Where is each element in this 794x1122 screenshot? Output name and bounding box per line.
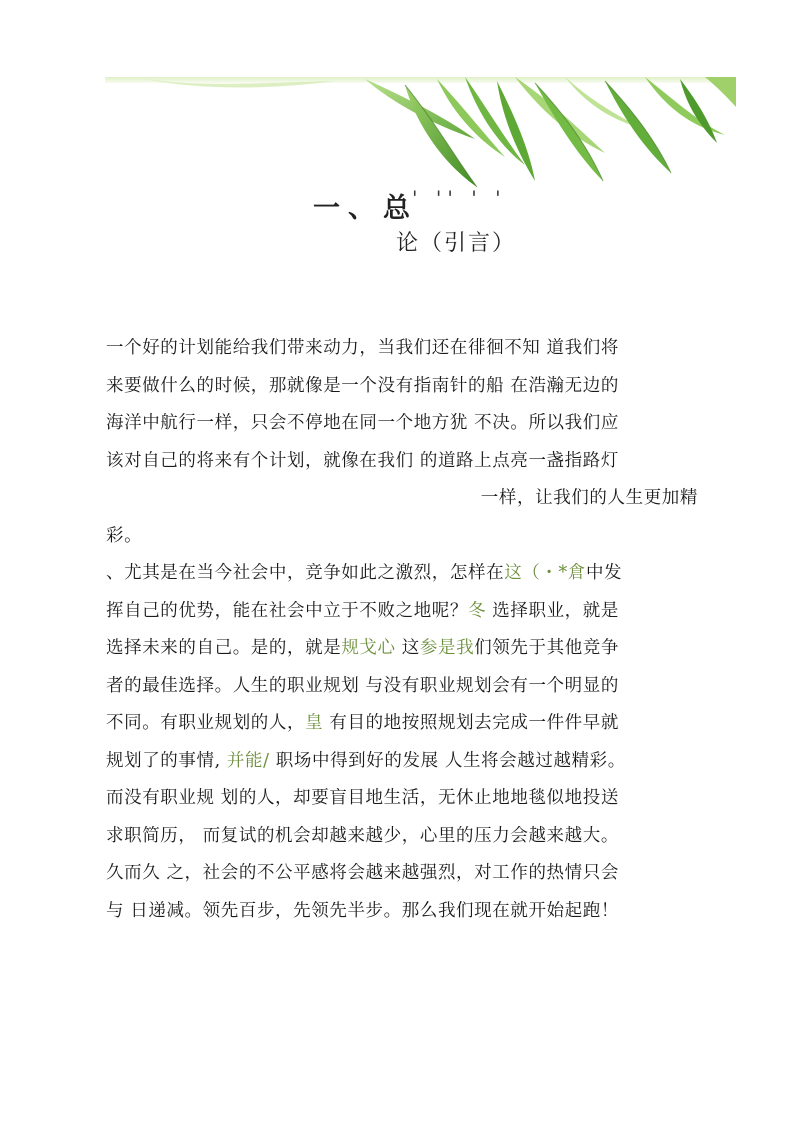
section-heading-part1: 一、总 [313, 193, 418, 224]
paragraph2-line: 与 日递减。领先百步，先领先半步。那么我们现在就开始起跑！ [106, 900, 619, 921]
paragraph2-text: 、尤其是在当今社会中，竞争如此之激烈，怎样在 [106, 563, 505, 583]
paragraph2-line [106, 705, 698, 743]
section-heading-faded: ' '' ' ' [412, 186, 507, 210]
bamboo-leaves-image [105, 77, 736, 202]
paragraph2-line [106, 555, 698, 593]
paragraph2-text: 职场中得到好的发展 人生将会越过越精彩。 [269, 750, 626, 771]
bamboo-leaf-banner [105, 77, 736, 202]
paragraph2-text: 这 [395, 638, 420, 658]
paragraph2-text: 中发 [585, 563, 623, 583]
paragraph2-line: 久而久 之，社会的不公平感将会越来越强烈，对工作的热情只会 [106, 863, 619, 883]
paragraph2-text: 们领先于其他竞争 [474, 638, 620, 658]
highlighted-text: 规戈心 [341, 638, 396, 658]
paragraph2-text: 规划了的事情, [106, 750, 221, 771]
paragraph2-text: 不同。有职业规划的人， [106, 713, 306, 733]
paragraph2-line [106, 743, 698, 781]
paragraph1-line: 该对自己的将来有个计划，就像在我们 的道路上点亮一盏指路灯 [106, 450, 619, 471]
paragraph2-line [106, 630, 698, 668]
paragraph2-text: 选择职业，就是 [486, 600, 619, 621]
paragraph2-text: 挥自己的优势，能在社会中立于不败之地呢？ [106, 600, 468, 621]
paragraph1-line: 海洋中航行一样，只会不停地在同一个地方犹 不决。所以我们应 [106, 413, 619, 433]
paragraph2-line: 者的最佳选择。人生的职业规划 与没有职业规划会有一个明显的 [106, 675, 619, 696]
paragraph2-line: 求职简历， 而复试的机会却越来越少，心里的压力会越来越大。 [106, 825, 619, 846]
highlighted-text: 皇 [305, 713, 324, 733]
paragraph2-text: 选择未来的自己。是的，就是 [106, 638, 342, 658]
paragraph1-line: 来要做什么的时候，那就像是一个没有指南针的船 在浩瀚无边的 [106, 375, 619, 396]
highlighted-text: 并能/ [220, 750, 270, 771]
paragraph2-line [106, 593, 698, 631]
body-text [106, 330, 698, 930]
paragraph2-line: 而没有职业规 划的人，却要盲目地生活，无休止地地毯似地投送 [106, 788, 619, 808]
highlighted-text: 这（・*倉 [504, 563, 586, 583]
paragraph1-line: 一个好的计划能给我们带来动力，当我们还在徘徊不知 道我们将 [106, 338, 619, 358]
highlighted-text: 参是我 [419, 638, 475, 658]
paragraph2-text: 有目的地按照规划去完成一件件早就 [323, 713, 619, 733]
paragraph1-line: 彩。 [106, 525, 143, 546]
highlighted-text: 冬 [468, 600, 487, 621]
paragraph1-line: 一样，让我们的人生更加精 [480, 488, 698, 508]
section-heading-part2: 论（引言） [396, 231, 517, 256]
